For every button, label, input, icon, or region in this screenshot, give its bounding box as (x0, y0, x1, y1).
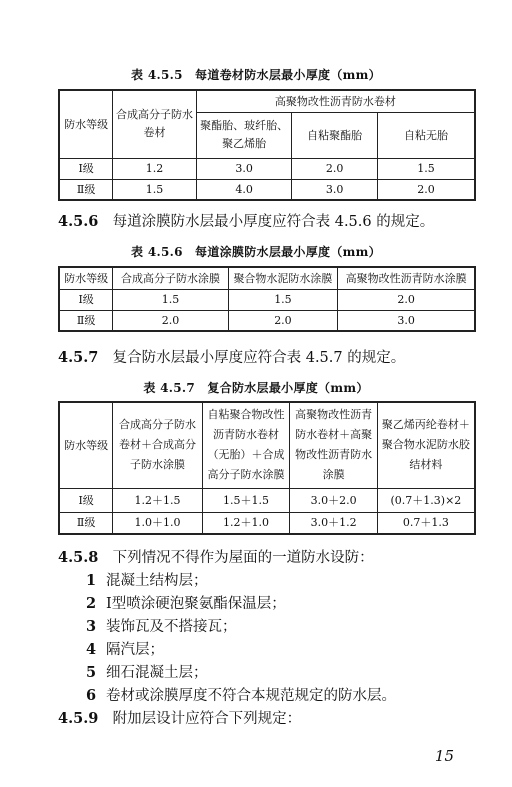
paragraph-4-5-9 (58, 707, 301, 728)
paragraph-4-5-6 (58, 210, 434, 231)
cell-value: 2.0 (292, 158, 378, 179)
list-item-text: Ⅰ型喷涂硬泡聚氨酯保温层； (106, 596, 286, 612)
cell-value: 1.0＋1.0 (113, 512, 203, 534)
cell-level: Ⅰ级 (59, 488, 113, 512)
clause-text: 下列情况不得作为屋面的一道防水设防： (112, 550, 374, 566)
table-4-5-7-caption: 表 4.5.7 复合防水层最小厚度（mm） (143, 381, 369, 395)
cell-value: (0.7＋1.3)×2 (377, 488, 475, 512)
clause-number: 4.5.9 (58, 710, 99, 727)
list-item-text: 卷材或涂膜厚度不符合本规范规定的防水层。 (106, 688, 396, 704)
list-item-number: 1 (86, 572, 97, 589)
header-synthetic-membrane: 合成高分子防水卷材 (113, 90, 197, 158)
header-synthetic-combo: 合成高分子防水卷材＋合成高分子防水涂膜 (113, 402, 203, 488)
header-polypropylene-combo: 聚乙烯丙纶卷材＋聚合物水泥防水胶结材料 (377, 402, 475, 488)
cell-value: 1.5 (113, 179, 197, 200)
list-item-number: 3 (86, 618, 97, 635)
cell-value: 1.2 (113, 158, 197, 179)
paragraph-4-5-7 (58, 346, 405, 367)
clause-number: 4.5.6 (58, 213, 99, 230)
list-item (86, 661, 208, 682)
table-row (59, 512, 475, 534)
table-4-5-6-caption: 表 4.5.6 每道涂膜防水层最小厚度（mm） (131, 245, 381, 259)
header-self-adhesive-combo: 自粘聚合物改性沥青防水卷材（无胎）＋合成高分子防水涂膜 (202, 402, 290, 488)
table-row (59, 179, 475, 200)
table-4-5-7 (58, 401, 476, 535)
header-sub-self-adhesive-no-base: 自粘无胎 (377, 112, 475, 158)
table-4-5-6 (58, 266, 476, 332)
clause-number: 4.5.8 (58, 549, 99, 566)
clause-text: 每道涂膜防水层最小厚度应符合表 4.5.6 的规定。 (112, 214, 435, 230)
cell-value: 2.0 (113, 310, 228, 331)
header-modified-asphalt-coating: 高聚物改性沥青防水涂膜 (338, 267, 475, 289)
header-sub-self-adhesive-polyester: 自粘聚酯胎 (292, 112, 378, 158)
page-number: 15 (434, 747, 454, 765)
cell-value: 1.5 (377, 158, 475, 179)
list-item-number: 5 (86, 664, 97, 681)
table-row (59, 488, 475, 512)
header-synthetic-coating: 合成高分子防水涂膜 (113, 267, 228, 289)
header-modified-asphalt-combo: 高聚物改性沥青防水卷材＋高聚物改性沥青防水涂膜 (290, 402, 378, 488)
list-item (86, 592, 286, 613)
cell-value: 2.0 (228, 310, 337, 331)
table-4-5-5 (58, 89, 476, 201)
list-item (86, 615, 237, 636)
list-item-text: 混凝土结构层； (106, 573, 208, 589)
cell-value: 3.0＋2.0 (290, 488, 378, 512)
table-row (59, 310, 475, 331)
paragraph-4-5-8 (58, 546, 374, 567)
list-item-text: 装饰瓦及不搭接瓦； (106, 619, 237, 635)
header-sub-polyester: 聚酯胎、玻纤胎、聚乙烯胎 (196, 112, 292, 158)
header-level: 防水等级 (59, 267, 113, 289)
cell-value: 0.7＋1.3 (377, 512, 475, 534)
cell-value: 3.0 (196, 158, 292, 179)
cell-level: Ⅰ级 (59, 289, 113, 310)
cell-value: 3.0＋1.2 (290, 512, 378, 534)
cell-value: 2.0 (338, 289, 475, 310)
cell-value: 3.0 (292, 179, 378, 200)
cell-value: 3.0 (338, 310, 475, 331)
list-item (86, 569, 208, 590)
cell-value: 1.5＋1.5 (202, 488, 290, 512)
list-item-number: 6 (86, 687, 97, 704)
header-level: 防水等级 (59, 402, 113, 488)
list-item-number: 4 (86, 641, 97, 658)
clause-number: 4.5.7 (58, 349, 99, 366)
cell-value: 1.5 (113, 289, 228, 310)
table-row (59, 158, 475, 179)
cell-level: Ⅱ级 (59, 512, 113, 534)
cell-level: Ⅱ级 (59, 310, 113, 331)
clause-text: 复合防水层最小厚度应符合表 4.5.7 的规定。 (112, 350, 406, 366)
header-level: 防水等级 (59, 90, 113, 158)
cell-level: Ⅱ级 (59, 179, 113, 200)
cell-value: 1.2＋1.5 (113, 488, 203, 512)
header-polymer-cement-coating: 聚合物水泥防水涂膜 (228, 267, 337, 289)
clause-text: 附加层设计应符合下列规定： (112, 711, 302, 727)
cell-level: Ⅰ级 (59, 158, 113, 179)
cell-value: 2.0 (377, 179, 475, 200)
table-row (59, 289, 475, 310)
cell-value: 4.0 (196, 179, 292, 200)
header-modified-asphalt-membrane: 高聚物改性沥青防水卷材 (196, 90, 475, 112)
list-item (86, 638, 164, 659)
table-4-5-5-caption: 表 4.5.5 每道卷材防水层最小厚度（mm） (131, 68, 381, 82)
list-item-number: 2 (86, 595, 97, 612)
cell-value: 1.2＋1.0 (202, 512, 290, 534)
cell-value: 1.5 (228, 289, 337, 310)
list-item-text: 隔汽层； (106, 642, 164, 658)
list-item-text: 细石混凝土层； (106, 665, 208, 681)
list-item (86, 684, 396, 705)
